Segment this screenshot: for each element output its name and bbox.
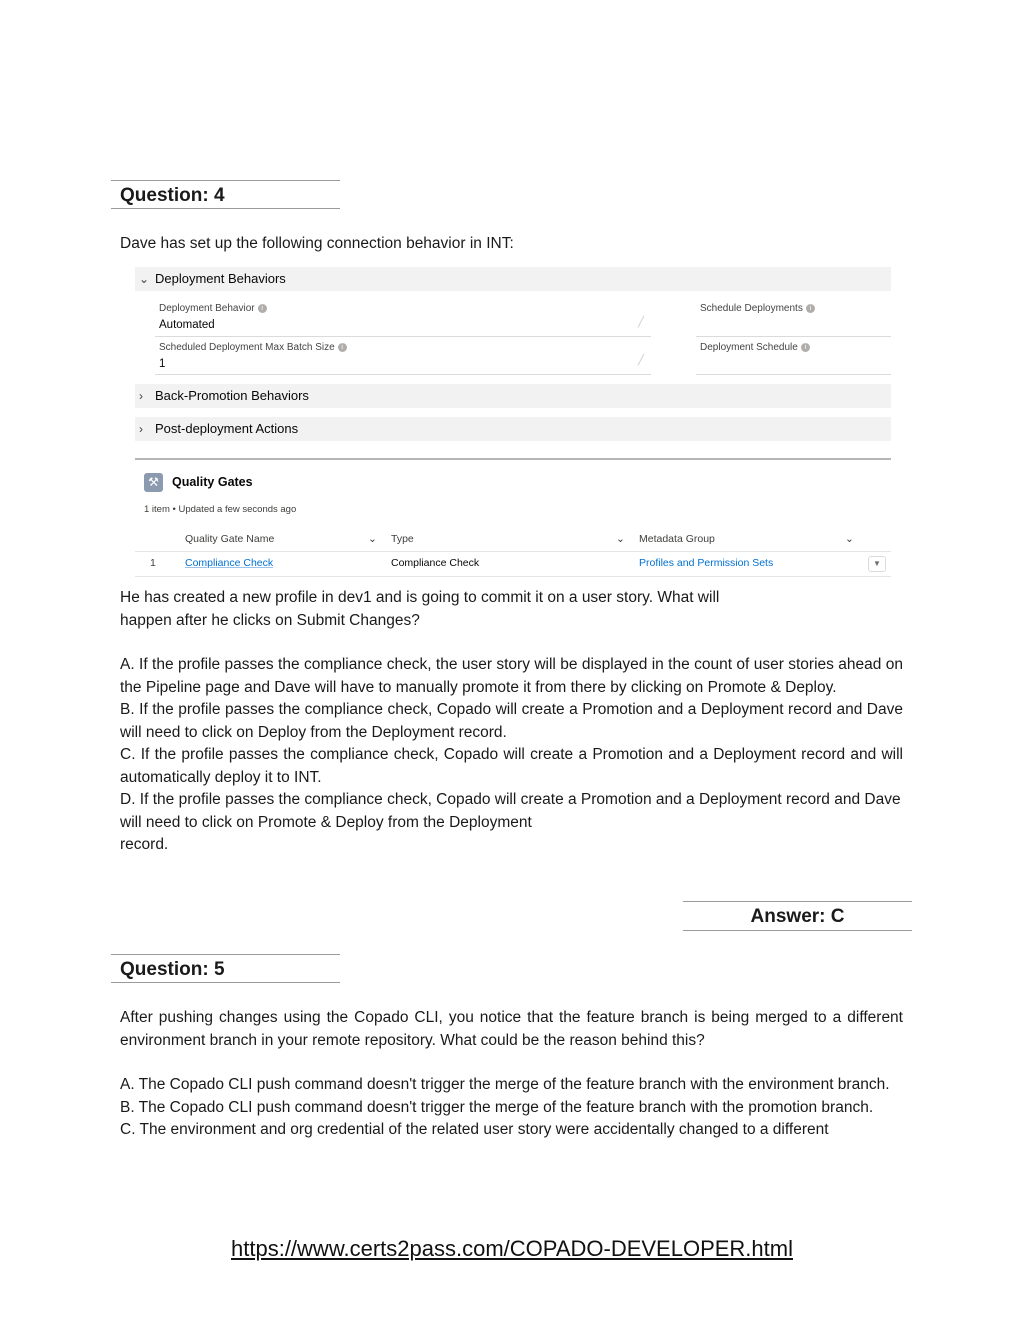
chevron-right-icon: › [139,389,143,403]
quality-gate-name-link[interactable]: Compliance Check [185,557,274,569]
deployment-schedule-label: Deployment Schedule i [700,342,810,353]
chevron-down-icon[interactable]: ⌄ [368,533,377,545]
field-divider [696,374,891,375]
quality-gate-type: Compliance Check [391,557,480,569]
option-d: D. If the profile passes the compliance check, Copado will create a Promotion and a Deployment record and Dave will need to click on Promote & Deploy from the Deployment [120,791,901,831]
chevron-down-icon[interactable]: ⌄ [845,533,854,545]
option-b: B. If the profile passes the compliance check, Copado will create a Promotion and a Deployment record and Dave will need to click on Deploy from the Deployment record. [120,701,903,741]
deployment-behavior-label: Deployment Behavior i [159,303,267,314]
question-5-heading: Question: 5 [111,954,340,983]
info-icon: i [258,304,267,313]
column-header-metadata-group[interactable]: Metadata Group [639,533,715,545]
chevron-down-icon: ⌄ [139,272,150,286]
post-deployment-title: Post-deployment Actions [155,421,299,436]
chevron-right-icon: › [139,422,143,436]
edit-pencil-icon[interactable]: ╱ [638,317,645,328]
question-4-heading: Question: 4 [111,180,340,209]
quality-gates-meta: 1 item • Updated a few seconds ago [144,504,297,515]
quality-gates-title: Quality Gates [172,475,253,489]
question-4-intro: Dave has set up the following connection behavior in INT: [120,235,514,252]
deployment-behavior-value: Automated [159,319,215,331]
post-deployment-section[interactable] [135,417,891,441]
option-d-continued: record. [120,836,169,853]
question-5-text: After pushing changes using the Copado CLI, you notice that the feature branch is being merged to a different environment branch in your remote repository. What could be the reason behind this? [120,1009,903,1049]
option-c: C. The environment and org credential of the related user story were accidentally changed to a different [120,1121,829,1138]
metadata-group-link[interactable]: Profiles and Permission Sets [639,557,774,569]
table-divider [135,551,891,552]
option-b: B. The Copado CLI push command doesn't trigger the merge of the feature branch with the promotion branch. [120,1098,874,1116]
table-divider [135,576,891,577]
column-header-name[interactable]: Quality Gate Name [185,533,275,545]
footer-url-link[interactable]: https://www.certs2pass.com/COPADO-DEVELOPER.html [231,1236,793,1261]
answer-box: Answer: C [683,901,912,931]
option-a: A. If the profile passes the compliance check, the user story will be displayed in the count of user stories ahead on the Pipeline page and Dave will have to manually promote it from there by clicking on Promote & Deploy. [120,656,903,696]
back-promotion-title: Back-Promotion Behaviors [155,388,309,403]
max-batch-size-label: Scheduled Deployment Max Batch Size i [159,342,347,353]
question-line: He has created a new profile in dev1 and is going to commit it on a user story. What will [120,589,720,606]
question-4-text [120,587,903,632]
section-divider [135,458,891,460]
deployment-behaviors-title: Deployment Behaviors [155,271,286,286]
row-number: 1 [150,557,156,569]
info-icon: i [338,343,347,352]
row-actions-dropdown-icon[interactable]: ▼ [868,556,886,572]
column-header-type[interactable]: Type [391,533,414,545]
option-c: C. If the profile passes the compliance check, Copado will create a Promotion and a Deployment record and will automatically deploy it to INT. [120,746,903,786]
question-4-options [120,654,903,857]
chevron-down-icon[interactable]: ⌄ [616,533,625,545]
back-promotion-section[interactable] [135,384,891,408]
edit-pencil-icon[interactable]: ╱ [638,355,645,366]
question-line: happen after he clicks on Submit Changes? [120,611,420,629]
connection-behavior-screenshot [135,265,891,580]
schedule-deployments-label: Schedule Deployments i [700,303,815,314]
field-divider [155,374,651,375]
info-icon: i [801,343,810,352]
question-5-options [120,1074,903,1142]
field-divider [696,336,891,337]
max-batch-size-value: 1 [159,358,166,370]
option-a: A. The Copado CLI push command doesn't trigger the merge of the feature branch with the environment branch. [120,1076,890,1093]
info-icon: i [806,304,815,313]
field-divider [155,336,651,337]
deployment-behaviors-section[interactable] [135,267,891,291]
wrench-icon: ⚒ [144,473,163,492]
